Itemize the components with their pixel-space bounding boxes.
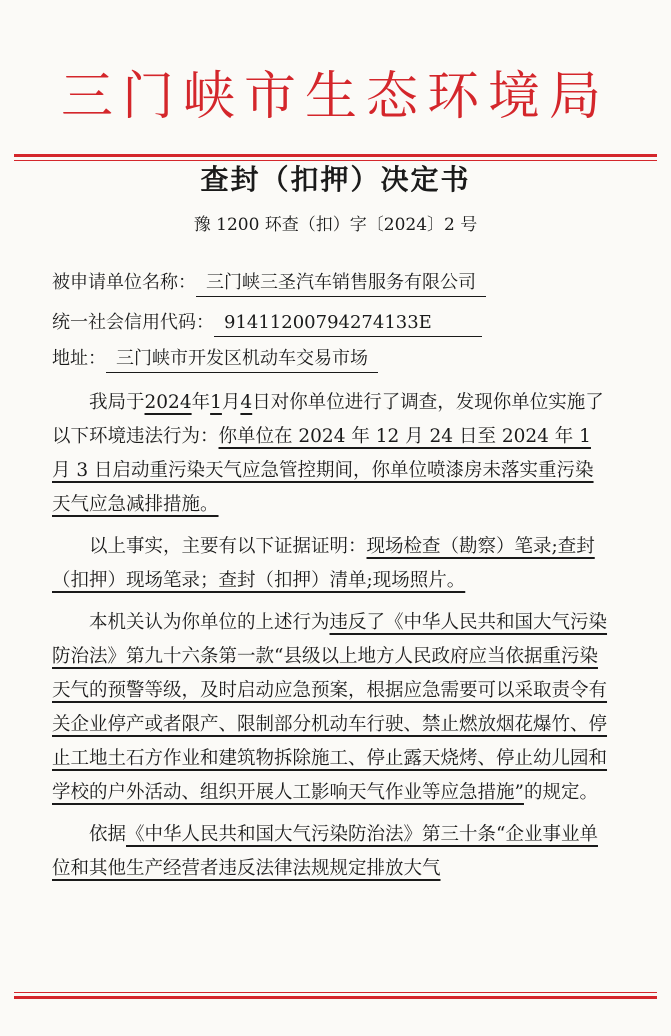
investigation-day: 4 <box>240 392 253 413</box>
violation-description: 你单位在 2024 年 12 月 24 日至 2024 年 1 月 3 日启动重污染天气应急管控期间，你单位喷漆房未落实重污染天气应急减排措施。 <box>52 426 594 515</box>
text-span: 本机关认为你单位的上述行为 <box>89 612 330 633</box>
paragraph-investigation <box>52 386 612 522</box>
unit-name-value: 三门峡三圣汽车销售服务有限公司 <box>196 270 486 297</box>
document-title: 查封（扣押）决定书 <box>200 163 471 196</box>
document-body <box>52 386 612 886</box>
paragraph-penalty-basis <box>52 818 612 886</box>
credit-code-value: 91411200794274133E <box>214 310 482 337</box>
text-span: 我局于 <box>89 392 145 413</box>
header-divider-thick <box>14 154 657 157</box>
document-number: 豫 1200 环查（扣）字〔2024〕2 号 <box>193 215 478 235</box>
unit-name-label: 被申请单位名称： <box>52 272 196 293</box>
unit-name-row <box>52 268 486 298</box>
investigation-month: 1 <box>210 392 222 413</box>
text-span: 依据 <box>89 824 127 845</box>
evidence-list: 现场检查（勘察）笔录;查封（扣押）现场笔录；查封（扣押）清单;现场照片。 <box>52 536 595 591</box>
credit-code-label: 统一社会信用代码： <box>52 312 214 333</box>
agency-letterhead: 三门峡市生态环境局 <box>60 67 610 127</box>
footer-divider-thin <box>14 992 657 993</box>
address-label: 地址： <box>52 348 106 369</box>
text-span: 月 <box>221 392 241 413</box>
text-span: 的规定。 <box>523 782 598 803</box>
paragraph-legal-basis <box>52 606 612 810</box>
violated-law-clause: 违反了《中华人民共和国大气污染防治法》第九十六条第一款“县级以上地方人民政府应当依据重污染天气的预警等级，及时启动应急预案，根据应急需要可以采取责令有关企业停产或者限产、限制部分机动车行驶、禁止燃放烟花爆竹、停止工地土石方作业和建筑物拆除施工、停止露天烧烤、停止幼儿园和学校的户外活动、组织开展人工影响天气作业等应急措施” <box>52 612 608 803</box>
footer-divider-thick <box>14 996 657 999</box>
text-span: 年 <box>191 392 211 413</box>
investigation-year: 2024 <box>144 392 192 413</box>
penalty-law-clause: 《中华人民共和国大气污染防治法》第三十条“企业事业单位和其他生产经营者违反法律法规规定排放大气 <box>52 824 598 879</box>
credit-code-row <box>52 308 482 338</box>
paragraph-evidence <box>52 530 612 598</box>
address-value: 三门峡市开发区机动车交易市场 <box>106 346 378 373</box>
text-span: 以上事实，主要有以下证据证明： <box>89 536 367 557</box>
address-row <box>52 344 378 374</box>
text-span: 日对你单位进行了调查，发现你单位实施了以下环境违法行为： <box>52 392 604 447</box>
